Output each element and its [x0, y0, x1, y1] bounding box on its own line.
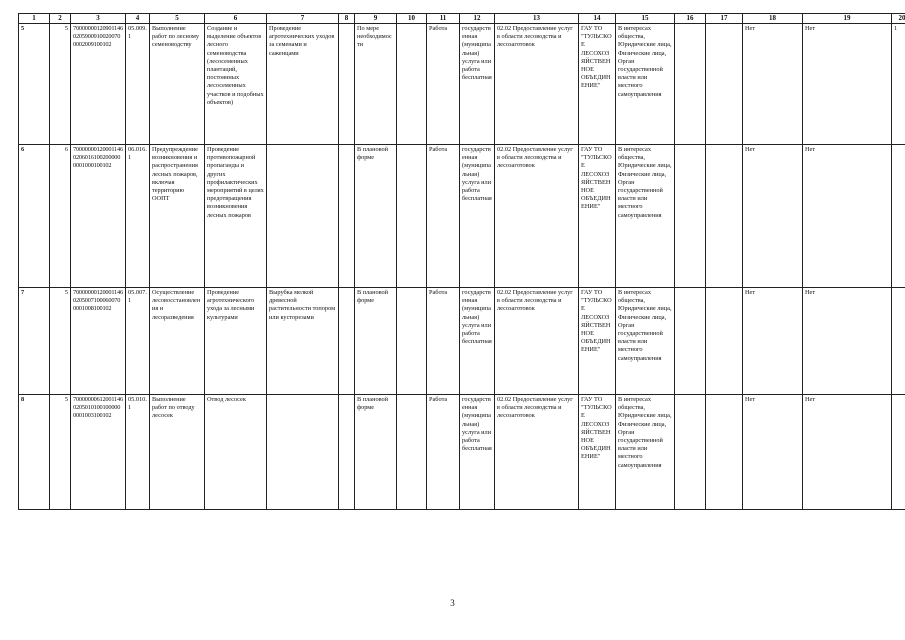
table-cell: 7: [19, 288, 50, 395]
column-header: 2: [50, 14, 71, 24]
table-cell: В плановой форме: [355, 145, 397, 288]
table-body: [19, 24, 905, 510]
table-cell: 02.02 Предоставление услуг в области лесоводства и лесозаготовок: [495, 288, 579, 395]
table-cell: 5: [19, 24, 50, 145]
column-header: 10: [397, 14, 427, 24]
table-cell: Выполнение работ по лесному семеноводству: [150, 24, 205, 145]
table-row: [19, 145, 905, 288]
table-cell: 7000000012000114602050071000600700001008100102: [71, 288, 126, 395]
table-cell: [339, 145, 355, 288]
table-cell: По мере необходимости: [355, 24, 397, 145]
table-cell: Создание и выделение объектов лесного семеноводства (лесосеменных плантаций, постоянных лесосеменных участков и подобных объектов): [205, 24, 267, 145]
table-cell: [267, 395, 339, 510]
table-cell: Нет: [743, 24, 803, 145]
table-cell: [706, 145, 743, 288]
table-cell: [892, 145, 905, 288]
table-cell: Работа: [427, 288, 460, 395]
column-header: 15: [616, 14, 675, 24]
table-cell: 7000000012000114602060161002000000001000100102: [71, 145, 126, 288]
table-cell: 05.010.1: [126, 395, 150, 510]
column-header: 16: [675, 14, 706, 24]
table-cell: [339, 24, 355, 145]
table-cell: 06.016.1: [126, 145, 150, 288]
table-cell: 05.009.1: [126, 24, 150, 145]
table-cell: В плановой форме: [355, 395, 397, 510]
table-cell: ГАУ ТО "ТУЛЬСКОЕ ЛЕСОХОЗЯЙСТВЕННОЕ ОБЪЕДИНЕНИЕ": [579, 145, 616, 288]
table-cell: 7000000012090114602059009100200700002009100102: [71, 24, 126, 145]
column-header: 3: [71, 14, 126, 24]
column-header: 7: [267, 14, 339, 24]
column-header: 12: [460, 14, 495, 24]
header-row: [19, 14, 905, 24]
table-cell: государственная (муниципальная) услуга или работа бесплатная: [460, 288, 495, 395]
table-cell: 6: [50, 145, 71, 288]
table-cell: 02.02 Предоставление услуг в области лесоводства и лесозаготовок: [495, 24, 579, 145]
table-cell: В интересах общества, Юридические лица, Физические лица, Орган государственной власти или местного самоуправления: [616, 288, 675, 395]
column-header: 18: [743, 14, 803, 24]
table-row: [19, 395, 905, 510]
table-cell: Осуществление лесовосстановления и лесоразведения: [150, 288, 205, 395]
column-header: 1: [19, 14, 50, 24]
table-cell: [267, 145, 339, 288]
table-cell: 02.02 Предоставление услуг в области лесоводства и лесозаготовок: [495, 145, 579, 288]
table-cell: [397, 145, 427, 288]
table-cell: 5: [50, 288, 71, 395]
table-cell: Отвод лесосек: [205, 395, 267, 510]
table-cell: В плановой форме: [355, 288, 397, 395]
column-header: 8: [339, 14, 355, 24]
table-cell: Нет: [803, 145, 892, 288]
table-cell: [397, 288, 427, 395]
table-cell: Выполнение работ по отводу лесосек: [150, 395, 205, 510]
column-header: 4: [126, 14, 150, 24]
table-cell: [675, 145, 706, 288]
table-cell: [706, 288, 743, 395]
table-cell: [706, 395, 743, 510]
table-cell: 02.02 Предоставление услуг в области лесоводства и лесозаготовок: [495, 395, 579, 510]
table-cell: Проведение противопожарной пропаганды и других профилактических мероприятий в целях предотвращения возникновения лесных пожаров: [205, 145, 267, 288]
table-cell: Работа: [427, 145, 460, 288]
table-cell: Нет: [803, 24, 892, 145]
table-cell: [892, 288, 905, 395]
table-cell: 5: [50, 395, 71, 510]
table-cell: [397, 395, 427, 510]
document-table: [18, 13, 905, 510]
table-cell: 5: [50, 24, 71, 145]
column-header: 13: [495, 14, 579, 24]
table-cell: [397, 24, 427, 145]
table-cell: 6: [19, 145, 50, 288]
table-cell: Нет: [803, 288, 892, 395]
table-cell: 05.007.1: [126, 288, 150, 395]
table-cell: государственная (муниципальная) услуга или работа бесплатная: [460, 24, 495, 145]
column-header: 9: [355, 14, 397, 24]
column-header: 20: [892, 14, 905, 24]
table-cell: В интересах общества, Юридические лица, Физические лица, Орган государственной власти или местного самоуправления: [616, 395, 675, 510]
table-cell: ГАУ ТО "ТУЛЬСКОЕ ЛЕСОХОЗЯЙСТВЕННОЕ ОБЪЕДИНЕНИЕ": [579, 288, 616, 395]
table-cell: ГАУ ТО "ТУЛЬСКОЕ ЛЕСОХОЗЯЙСТВЕННОЕ ОБЪЕДИНЕНИЕ": [579, 395, 616, 510]
table-cell: Нет: [743, 395, 803, 510]
table-cell: Предупреждение возникновения и распространения лесных пожаров, включая территорию ООПТ: [150, 145, 205, 288]
table-cell: В интересах общества, Юридические лица, Физические лица, Орган государственной власти или местного самоуправления: [616, 145, 675, 288]
column-header: 11: [427, 14, 460, 24]
table-cell: [675, 24, 706, 145]
page-number: 3: [450, 598, 455, 608]
table-cell: Работа: [427, 24, 460, 145]
table-cell: Нет: [743, 288, 803, 395]
table-cell: [892, 395, 905, 510]
table-cell: Нет: [743, 145, 803, 288]
table-cell: [339, 288, 355, 395]
column-header: 6: [205, 14, 267, 24]
table-cell: [675, 395, 706, 510]
column-header: 14: [579, 14, 616, 24]
table-row: [19, 288, 905, 395]
table-cell: Проведение агротехнического ухода за лесными культурами: [205, 288, 267, 395]
table-cell: Проведение агротехнических уходов за семенами и саженцами: [267, 24, 339, 145]
column-header: 5: [150, 14, 205, 24]
table-cell: 7000000061200114602050101001000000001003100102: [71, 395, 126, 510]
table-cell: 1: [892, 24, 905, 145]
table-cell: [675, 288, 706, 395]
table-cell: [339, 395, 355, 510]
table-cell: 8: [19, 395, 50, 510]
table-cell: государственная (муниципальная) услуга или работа бесплатная: [460, 395, 495, 510]
table-cell: государственная (муниципальная) услуга или работа бесплатная: [460, 145, 495, 288]
column-header: 17: [706, 14, 743, 24]
table-cell: В интересах общества, Юридические лица, Физические лица, Орган государственной власти или местного самоуправления: [616, 24, 675, 145]
table-row: [19, 24, 905, 145]
table-cell: [706, 24, 743, 145]
table-cell: Вырубка мелкой древесной растительности топором или кусторезами: [267, 288, 339, 395]
table-cell: Нет: [803, 395, 892, 510]
column-header: 19: [803, 14, 892, 24]
table-cell: ГАУ ТО "ТУЛЬСКОЕ ЛЕСОХОЗЯЙСТВЕННОЕ ОБЪЕДИНЕНИЕ": [579, 24, 616, 145]
table-cell: Работа: [427, 395, 460, 510]
